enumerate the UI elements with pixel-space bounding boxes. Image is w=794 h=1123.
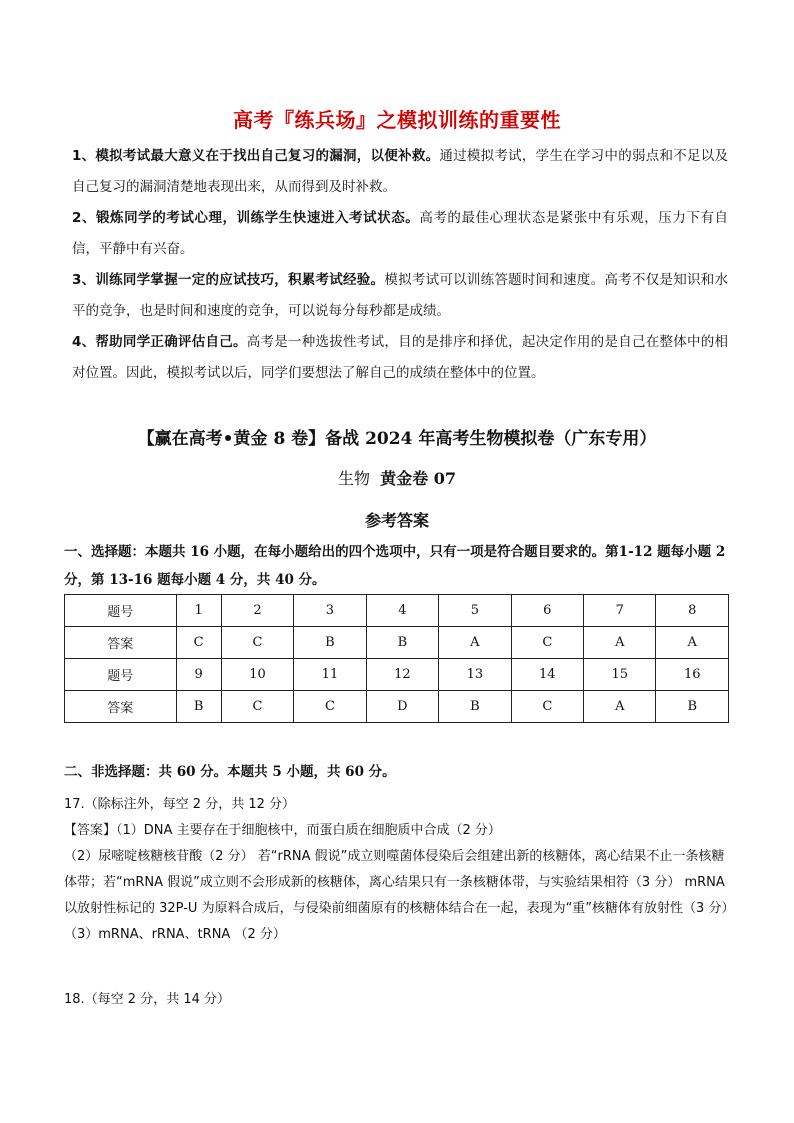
- table-row-label: 题号: [65, 595, 177, 627]
- promo-title: 高考『练兵场』之模拟训练的重要性: [233, 108, 561, 132]
- intro-text-2: 高考的最佳心理状态是紧张中有乐观，压力下有自信，平静中有兴奋。: [72, 210, 728, 257]
- table-cell: 10: [221, 659, 293, 691]
- answer-table: [64, 594, 729, 723]
- table-cell: 1: [176, 595, 221, 627]
- table-cell: C: [511, 691, 583, 723]
- intro-paragraph-1: [72, 141, 728, 203]
- table-cell: A: [584, 627, 656, 659]
- intro-paragraph-4: [72, 327, 728, 389]
- q17-header: 17.（除标注外，每空 2 分，共 12 分）: [64, 797, 296, 812]
- section2-heading: 二、非选择题：共 60 分。本题共 5 小题，共 60 分。: [64, 764, 396, 780]
- intro-point-1: 1、模拟考试最大意义在于找出自己复习的漏洞，以便补救。: [72, 148, 440, 164]
- table-row-label: 答案: [65, 691, 177, 723]
- table-cell: 12: [366, 659, 438, 691]
- table-cell: 13: [439, 659, 511, 691]
- intro-text-3: 模拟考试可以训练答题时间和速度。高考不仅是知识和水平的竞争，也是时间和速度的竞争，可以说每分每秒都是成绩。: [72, 272, 728, 319]
- table-cell: C: [511, 627, 583, 659]
- intro-paragraph-2: [72, 203, 728, 265]
- table-row-label: 题号: [65, 659, 177, 691]
- q17-answer-3: （3）mRNA、rRNA、tRNA （2 分）: [64, 927, 286, 942]
- table-cell: C: [221, 627, 293, 659]
- table-cell: 4: [366, 595, 438, 627]
- table-cell: B: [176, 691, 221, 723]
- intro-point-2: 2、锻炼同学的考试心理，训练学生快速进入考试状态。: [72, 210, 420, 226]
- intro-paragraph-3: [72, 265, 728, 327]
- table-row: [65, 595, 729, 627]
- table-cell: 3: [294, 595, 366, 627]
- table-cell: A: [656, 627, 729, 659]
- subject-name: 生物: [337, 469, 370, 488]
- table-cell: 2: [221, 595, 293, 627]
- table-row: [65, 659, 729, 691]
- exam-title: 【赢在高考•黄金 8 卷】备战 2024 年高考生物模拟卷（广东专用）: [137, 429, 657, 449]
- table-cell: B: [294, 627, 366, 659]
- table-cell: 14: [511, 659, 583, 691]
- table-row: [65, 627, 729, 659]
- table-cell: 16: [656, 659, 729, 691]
- table-cell: C: [221, 691, 293, 723]
- intro-text-1: 通过模拟考试，学生在学习中的弱点和不足以及自己复习的漏洞清楚地表现出来，从而得到及时补救。: [72, 148, 728, 195]
- table-cell: D: [366, 691, 438, 723]
- section1-heading: 一、选择题：本题共 16 小题，在每小题给出的四个选项中，只有一项是符合题目要求的。第1-12 题每小题 2 分，第 13-16 题每小题 4 分，共 40 分。: [64, 544, 726, 588]
- intro-point-4: 4、帮助同学正确评估自己。: [72, 334, 247, 350]
- table-cell: B: [366, 627, 438, 659]
- paper-name: 黄金卷 07: [380, 469, 457, 488]
- table-cell: B: [656, 691, 729, 723]
- table-cell: B: [439, 691, 511, 723]
- table-cell: 7: [584, 595, 656, 627]
- table-cell: 15: [584, 659, 656, 691]
- table-cell: A: [584, 691, 656, 723]
- question-17: [64, 792, 735, 948]
- subject-line: [0, 466, 794, 489]
- table-cell: A: [439, 627, 511, 659]
- intro-point-3: 3、训练同学掌握一定的应试技巧，积累考试经验。: [72, 272, 385, 288]
- intro-text-4: 高考是一种选拔性考试，目的是排序和择优，起决定作用的是自己在整体中的相对位置。因此，模拟考试以后，同学们要想法了解自己的成绩在整体中的位置。: [72, 334, 728, 381]
- table-cell: 6: [511, 595, 583, 627]
- q18-header: 18.（每空 2 分，共 14 分）: [64, 992, 231, 1007]
- table-cell: C: [294, 691, 366, 723]
- table-row-label: 答案: [65, 627, 177, 659]
- table-row: [65, 691, 729, 723]
- intro-block: [72, 141, 728, 389]
- table-cell: 5: [439, 595, 511, 627]
- q17-answer-1: 【答案】（1）DNA 主要存在于细胞核中，而蛋白质在细胞质中合成（2 分）: [64, 823, 501, 838]
- q17-answer-2: （2）尿嘧啶核糖核苷酸（2 分） 若“rRNA 假说”成立则噬菌体侵染后会组建出新的核糖体，离心结果不止一条核糖体带；若“mRNA 假说”成立则不会形成新的核糖体，离心结果只有一条核糖体带，与实验结果相符（3 分） mRNA 以放射性标记的 32P-U 为原料合成后，与侵染前细菌原有的核糖体结合在一起，表现为“重”核糖体有放射性（3 分）: [64, 849, 735, 916]
- table-cell: C: [176, 627, 221, 659]
- table-cell: 9: [176, 659, 221, 691]
- table-cell: 8: [656, 595, 729, 627]
- table-cell: 11: [294, 659, 366, 691]
- answer-title: 参考答案: [364, 511, 429, 530]
